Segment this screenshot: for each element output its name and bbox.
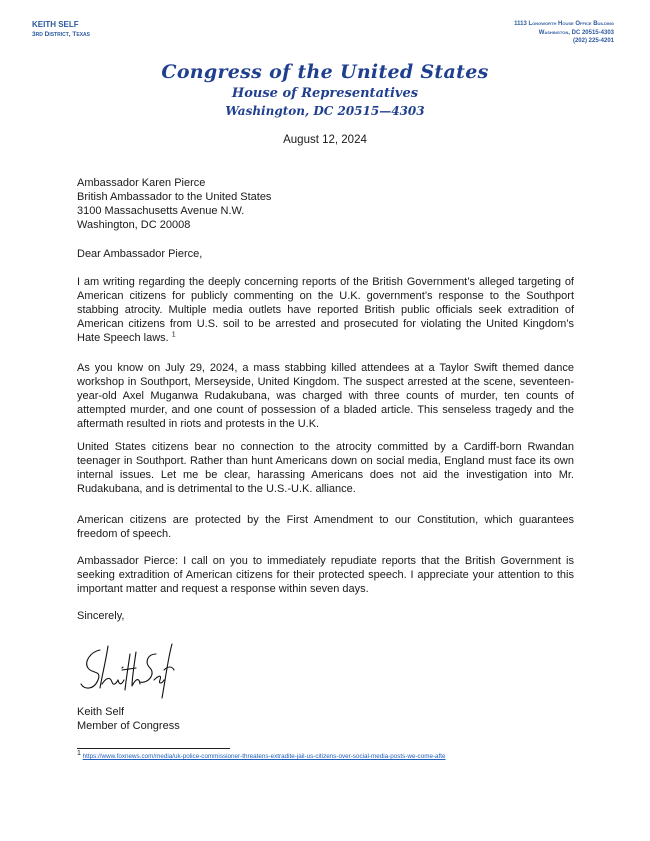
paragraph-1 (77, 275, 574, 345)
member-block (32, 20, 90, 40)
paragraph-3: United States citizens bear no connection to the atrocity committed by a Cardiff-born Rwandan teenager in Southport. Rather than hunt Americans down on social media, England must face its own internal issues. Let me be clear, harassing Americans does not aid the investigation into Mr. Rudakubana, and is detrimental to the U.S.-U.K. alliance. (77, 441, 574, 495)
recipient-street: 3100 Massachusetts Avenue N.W. (77, 205, 245, 217)
footnote (77, 749, 446, 760)
office-address-line1: 1113 Longworth House Office Building (514, 21, 614, 27)
paragraph-1-text: I am writing regarding the deeply concerning reports of the British Government’s alleged targeting of American citizens for publicly commenting on the U.K. government’s response to the Southport stabbing atrocity. Multiple media outlets have reported British public officials seek extradition of American citizens from U.S. soil to be arrested and prosecuted for violating the United Kingdom’s Hate Speech laws. (77, 276, 574, 344)
footnote-divider (77, 748, 230, 749)
signer-block (77, 705, 574, 733)
signer-title: Member of Congress (77, 720, 180, 732)
office-phone: (202) 225-4201 (572, 38, 614, 44)
recipient-city: Washington, DC 20008 (77, 219, 191, 231)
masthead-congress: Congress of the United States (161, 61, 489, 83)
recipient-name: Ambassador Karen Pierce (77, 177, 206, 189)
recipient-title: British Ambassador to the United States (77, 191, 272, 203)
masthead-house: House of Representatives (231, 86, 419, 101)
salutation: Dear Ambassador Pierce, (77, 248, 203, 260)
footnote-number: 1 (77, 749, 81, 757)
letter-date: August 12, 2024 (283, 134, 367, 146)
member-name: KEITH SELF (32, 20, 79, 29)
signer-name: Keith Self (77, 706, 125, 718)
masthead-address: Washington, DC 20515—4303 (225, 104, 425, 118)
paragraph-2: As you know on July 29, 2024, a mass stabbing killed attendees at a Taylor Swift themed dance workshop in Southport, Merseyside, United Kingdom. The suspect arrested at the scene, seventeen-year-old Axel Muganwa Rudakubana, was charged with three counts of murder, ten counts of attempted murder, and one count of possession of a bladed article. This senseless tragedy and the aftermath resulted in riots and protests in the U.K. (77, 362, 574, 430)
paragraph-4: American citizens are protected by the First Amendment to our Constitution, which guarantees freedom of speech. (77, 514, 574, 540)
paragraph-5: Ambassador Pierce: I call on you to immediately repudiate reports that the British Government is seeking extradition of American citizens for their protected speech. I appreciate your attention to this important matter and request a response within seven days. (77, 555, 574, 595)
signature (78, 640, 178, 702)
footnote-link[interactable]: https://www.foxnews.com/media/uk-police-commissioner-threatens-extradite-jail-us-citizens-over-social-media-posts-we-come-afte (82, 753, 446, 760)
recipient-address (77, 176, 574, 232)
footnote-marker: 1 (171, 331, 176, 339)
closing: Sincerely, (77, 610, 125, 622)
masthead (0, 60, 650, 120)
office-address-line2: Washington, DC 20515-4303 (538, 29, 614, 36)
member-district: 3rd District, Texas (32, 31, 90, 38)
office-block (514, 20, 614, 46)
